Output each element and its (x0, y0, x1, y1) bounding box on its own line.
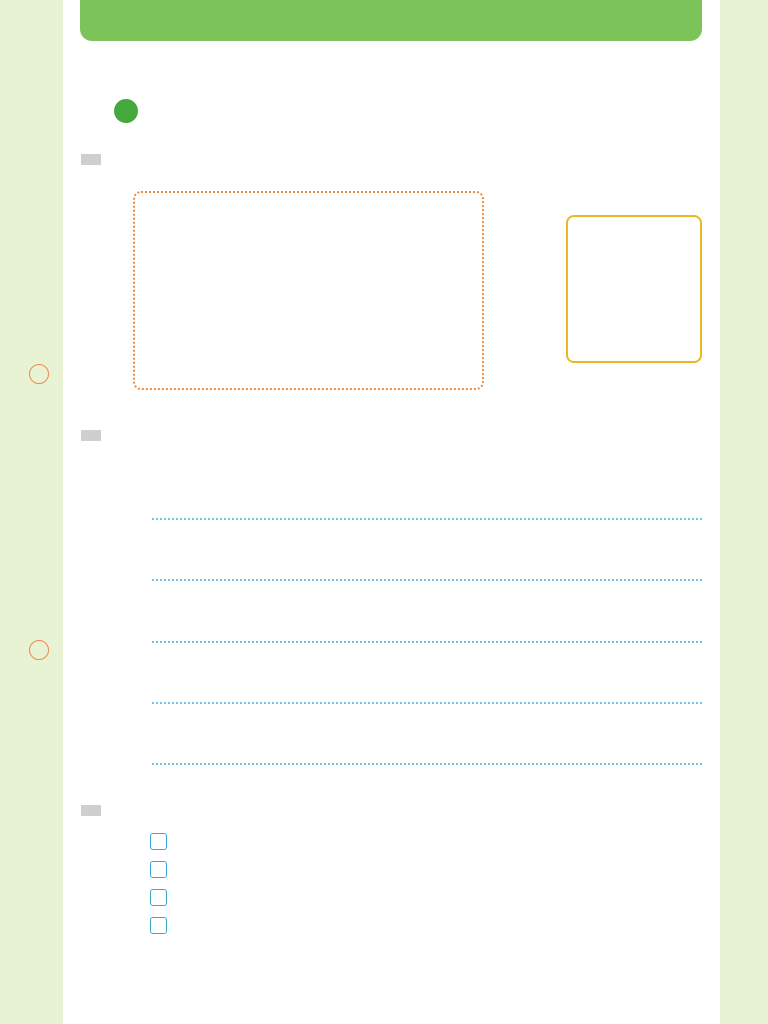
classification-item (576, 307, 580, 323)
answer-checkbox[interactable] (150, 889, 167, 906)
points-badge-q1 (81, 154, 101, 165)
classification-item (576, 333, 580, 349)
binder-hole-icon (29, 640, 49, 660)
question-2-prompt (113, 426, 703, 464)
exercise-item (131, 538, 137, 555)
checkbox-item-label (131, 860, 137, 877)
answer-line[interactable] (152, 579, 702, 581)
answer-checkbox[interactable] (150, 917, 167, 934)
answer-line[interactable] (152, 763, 702, 765)
exercise-item (131, 722, 137, 739)
answer-checkbox[interactable] (150, 861, 167, 878)
answer-line[interactable] (152, 702, 702, 704)
answer-line[interactable] (152, 518, 702, 520)
sentence-item (148, 230, 152, 246)
header-banner (80, 0, 702, 41)
classification-item (576, 228, 580, 244)
binder-hole-icon (29, 364, 49, 384)
checkbox-item-label (131, 916, 137, 933)
sentence-item (148, 257, 152, 273)
sentence-item (148, 283, 152, 299)
answer-checkbox[interactable] (150, 833, 167, 850)
checkbox-item-label (131, 888, 137, 905)
question-1-prompt (113, 150, 117, 169)
points-badge-q3 (81, 805, 101, 816)
sentence-item (148, 309, 152, 325)
classification-item (576, 281, 580, 297)
answer-line[interactable] (152, 641, 702, 643)
sentence-item (148, 362, 152, 378)
exercise-item (131, 661, 137, 678)
unit-number-badge (114, 99, 138, 123)
checkbox-item-label (131, 832, 137, 849)
classification-box (566, 215, 702, 363)
sentences-box (133, 191, 484, 390)
exercise-item (131, 599, 137, 616)
question-3-prompt (113, 801, 117, 820)
points-badge-q2 (81, 430, 101, 441)
classification-item (576, 255, 580, 271)
sentence-item (148, 204, 152, 220)
sentence-item (148, 335, 152, 351)
exercise-item (131, 477, 137, 494)
